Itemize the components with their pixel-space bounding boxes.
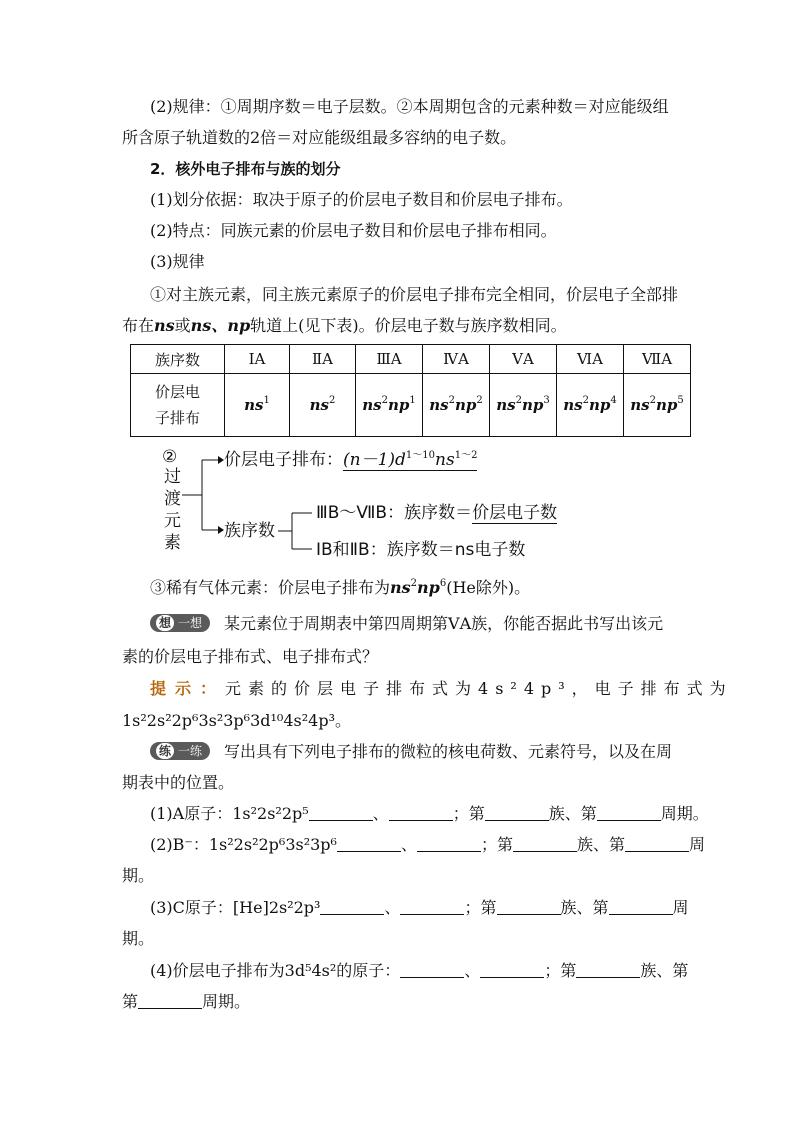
answer-blank[interactable] xyxy=(389,803,453,821)
hint-line-2: 1s²2s²2p⁶3s²3p⁶3d¹⁰4s²4p³。 xyxy=(122,711,351,730)
sub1: ⅢB～ⅦB：族序数＝价层电子数 xyxy=(316,503,558,523)
think-line-2: 素的价层电子排布式、电子排布式？ xyxy=(122,647,379,666)
table-header-row xyxy=(131,345,691,374)
answer-blank[interactable] xyxy=(138,991,202,1009)
answer-blank[interactable] xyxy=(576,960,640,978)
practice-line-1: 练 一练 写出具有下列电子排布的微粒的核电荷数、元素符号，以及在周 xyxy=(150,741,672,763)
rule-line-2: 所含原子轨道数的2倍＝对应能级组最多容纳的电子数。 xyxy=(122,128,517,147)
table-config-cell: $ns^2np^3$ xyxy=(490,374,557,437)
main-group-line-2: 布在ns或ns、np轨道上(见下表)。价层电子数与族序数相同。 xyxy=(122,316,567,335)
think-line-1: 想 一想 某元素位于周期表中第四周期第ⅤA族，你能否据此书写出该元 xyxy=(150,613,663,635)
think-badge: 想 一想 xyxy=(150,614,210,632)
table-config-cell: $ns^1$ xyxy=(225,374,290,437)
feature-line: (2)特点：同族元素的价层电子数目和价层电子排布相同。 xyxy=(150,221,557,240)
table-group-cell: ⅥA xyxy=(557,345,624,374)
answer-blank[interactable] xyxy=(309,803,373,821)
hint-line-1: 提示：元素的价层电子排布式为4s²4p³，电子排布式为 xyxy=(150,679,733,698)
answer-blank[interactable] xyxy=(480,960,544,978)
question-3-wrap: 期。 xyxy=(122,929,155,948)
table-group-cell: ⅤA xyxy=(490,345,557,374)
question-4: (4)价层电子排布为3d⁵4s²的原子： 、 ；第 族、第 xyxy=(150,961,689,980)
diagram-sub-bracket xyxy=(276,500,316,560)
table-config-cell: $ns^2np^4$ xyxy=(557,374,624,437)
question-1: (1)A原子：1s²2s²2p⁵ 、 ；第 族、第 周期。 xyxy=(150,804,709,823)
diagram-marker: ② xyxy=(162,447,178,467)
practice-line-2: 期表中的位置。 xyxy=(122,773,235,792)
answer-blank[interactable] xyxy=(609,897,673,915)
question-2-wrap: 期。 xyxy=(122,866,155,885)
answer-blank[interactable] xyxy=(400,960,464,978)
table-group-cell: ⅡA xyxy=(290,345,356,374)
rule-heading: (3)规律 xyxy=(150,252,205,271)
branch2-label: 族序数 xyxy=(224,521,275,541)
answer-blank[interactable] xyxy=(497,897,561,915)
basis-line: (1)划分依据：取决于原子的价层电子数目和价层电子排布。 xyxy=(150,190,573,209)
rule-line-1: (2)规律：①周期序数＝电子层数。②本周期包含的元素种数＝对应能级组 xyxy=(150,97,669,116)
practice-badge: 练 一练 xyxy=(150,742,210,760)
table-config-cell: $ns^2np^2$ xyxy=(423,374,490,437)
table-row-label: 价层电 子排布 xyxy=(131,374,225,437)
question-4-wrap: 第 周期。 xyxy=(122,992,251,1011)
table-config-cell: $ns^2np^5$ xyxy=(624,374,691,437)
question-2: (2)B⁻：1s²2s²2p⁶3s²3p⁶ 、 ；第 族、第 周 xyxy=(150,835,706,854)
table-group-cell: ⅠA xyxy=(225,345,290,374)
question-3: (3)C原子：[He]2s²2p³ 、 ；第 族、第 周 xyxy=(150,898,689,917)
noble-gas-line: ③稀有气体元素：价层电子排布为$ns^2np^6(He$除外)。 xyxy=(150,578,531,597)
main-group-line-1: ①对主族元素，同主族元素原子的价层电子排布完全相同，价层电子全部排 xyxy=(150,285,679,304)
sub2: ⅠB和ⅡB：族序数＝ns电子数 xyxy=(316,540,526,560)
branch1: 价层电子排布：$(n-1)d^{1\sim 10}ns^{1\sim 2}$ xyxy=(224,450,478,470)
answer-blank[interactable] xyxy=(513,834,577,852)
answer-blank[interactable] xyxy=(400,897,464,915)
answer-blank[interactable] xyxy=(485,803,549,821)
table-group-cell: ⅢA xyxy=(356,345,423,374)
table-group-cell: ⅦA xyxy=(624,345,691,374)
section-heading: 2．核外电子排布与族的划分 xyxy=(150,160,341,178)
answer-blank[interactable] xyxy=(625,834,689,852)
answer-blank[interactable] xyxy=(597,803,661,821)
table-config-row xyxy=(131,374,691,437)
answer-blank[interactable] xyxy=(337,834,401,852)
diagram-label: 过 渡 元 素 xyxy=(164,467,181,553)
group-config-table xyxy=(130,344,691,437)
table-config-cell: $ns^2np^1$ xyxy=(356,374,423,437)
table-config-cell: $ns^2$ xyxy=(290,374,356,437)
answer-blank[interactable] xyxy=(417,834,481,852)
table-group-cell: ⅣA xyxy=(423,345,490,374)
answer-blank[interactable] xyxy=(320,897,384,915)
table-header-label: 族序数 xyxy=(131,345,225,374)
